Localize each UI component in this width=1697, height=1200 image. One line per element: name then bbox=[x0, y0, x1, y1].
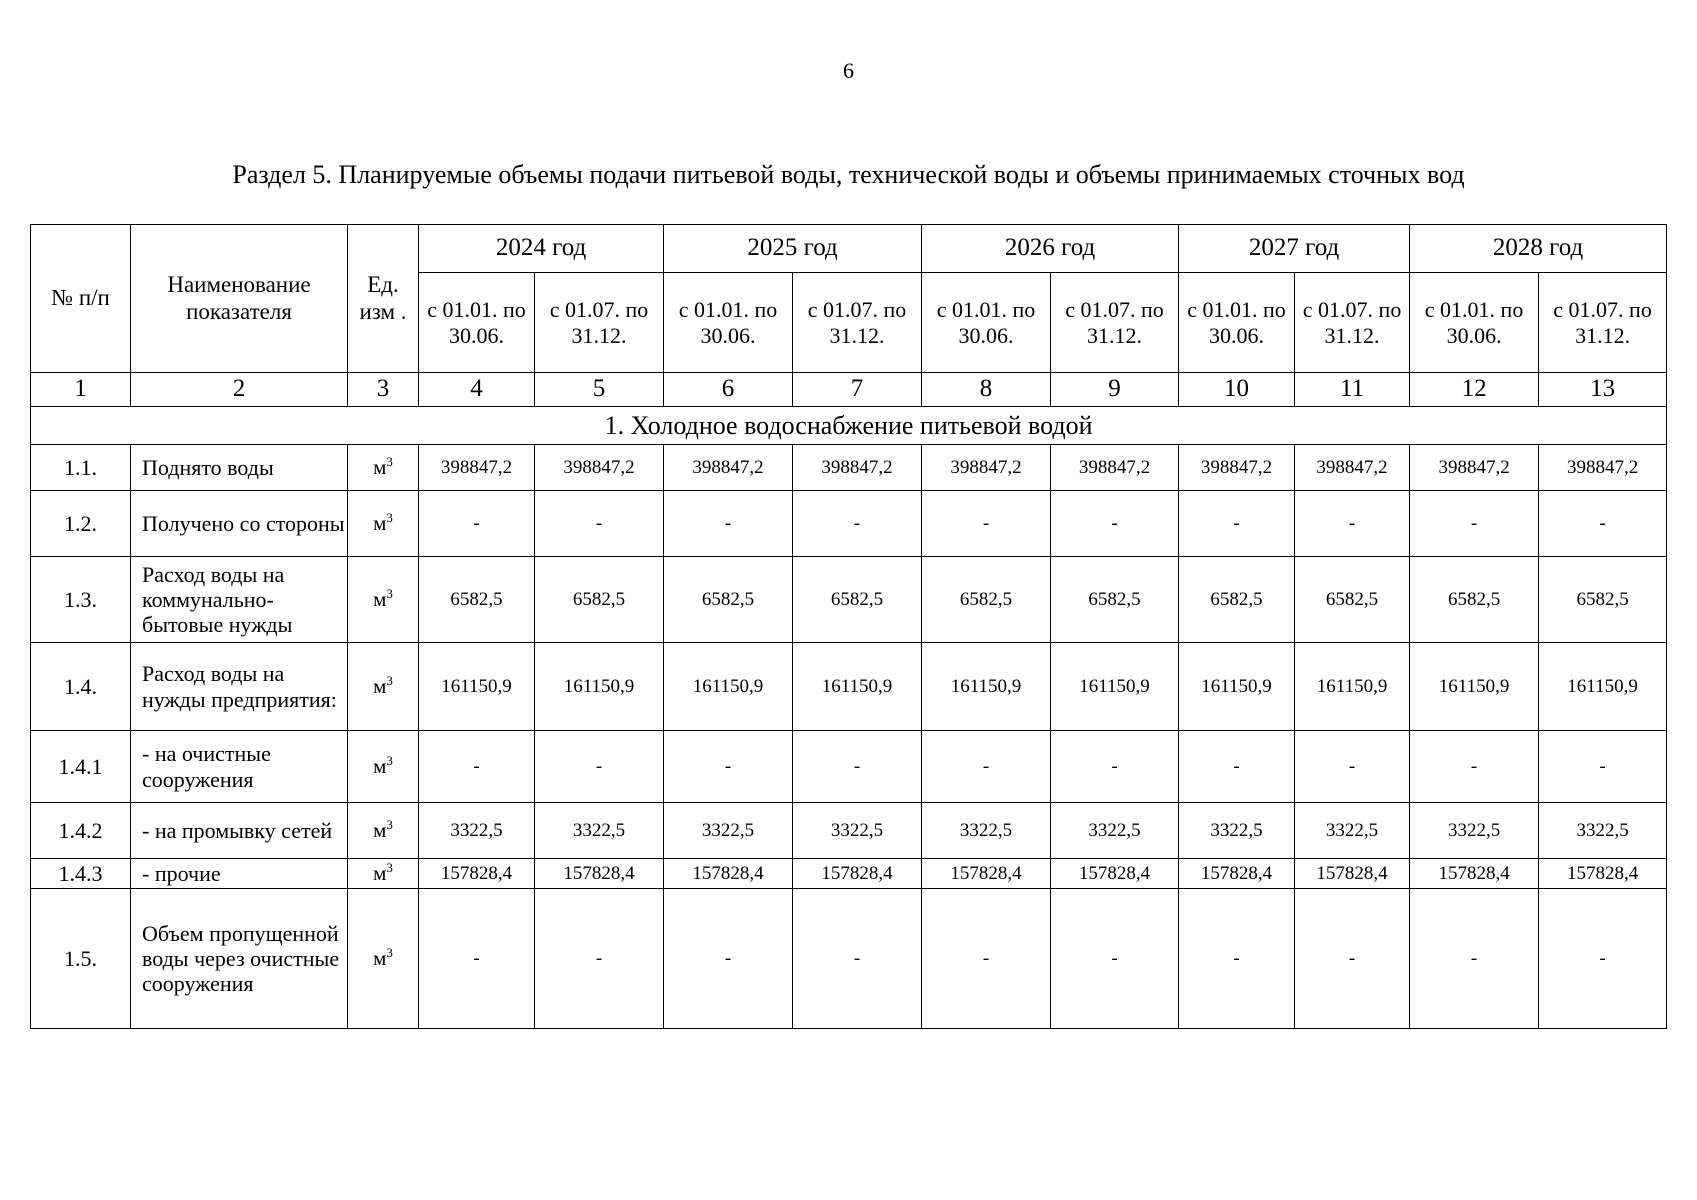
header-year: 2024 год bbox=[419, 225, 664, 273]
column-number: 7 bbox=[793, 373, 922, 407]
row-unit bbox=[348, 445, 419, 491]
row-value: 6582,5 bbox=[419, 557, 535, 643]
header-period: с 01.01. по 30.06. bbox=[419, 273, 535, 373]
column-number: 11 bbox=[1295, 373, 1410, 407]
header-num: № п/п bbox=[31, 225, 131, 373]
row-value: 3322,5 bbox=[1295, 803, 1410, 859]
column-number: 12 bbox=[1410, 373, 1539, 407]
unit-base: м bbox=[373, 511, 387, 536]
row-value: - bbox=[1179, 889, 1295, 1029]
column-number: 1 bbox=[31, 373, 131, 407]
row-value: 398847,2 bbox=[1410, 445, 1539, 491]
row-value: 398847,2 bbox=[1051, 445, 1179, 491]
row-unit bbox=[348, 491, 419, 557]
row-value: 161150,9 bbox=[1179, 643, 1295, 731]
row-value: 6582,5 bbox=[664, 557, 793, 643]
unit-base: м bbox=[373, 861, 387, 886]
row-value: 161150,9 bbox=[1539, 643, 1667, 731]
row-value: 398847,2 bbox=[535, 445, 664, 491]
section-title: Раздел 5. Планируемые объемы подачи питьевой воды, технической воды и объемы принимаемых сточных вод bbox=[232, 160, 1465, 189]
column-number: 4 bbox=[419, 373, 535, 407]
row-value: - bbox=[1539, 889, 1667, 1029]
header-period: с 01.07. по 31.12. bbox=[1539, 273, 1667, 373]
unit-base: м bbox=[373, 587, 387, 612]
unit-exponent: 3 bbox=[386, 860, 393, 876]
row-value: 161150,9 bbox=[793, 643, 922, 731]
row-name: - на промывку сетей bbox=[131, 803, 348, 859]
row-value: - bbox=[1539, 491, 1667, 557]
row-value: 3322,5 bbox=[664, 803, 793, 859]
row-value: 161150,9 bbox=[1051, 643, 1179, 731]
row-name: Расход воды на нужды предприятия: bbox=[131, 643, 348, 731]
row-value: 161150,9 bbox=[664, 643, 793, 731]
header-year: 2027 год bbox=[1179, 225, 1410, 273]
row-value: - bbox=[419, 889, 535, 1029]
header-year: 2025 год bbox=[664, 225, 922, 273]
column-number: 3 bbox=[348, 373, 419, 407]
header-period: с 01.07. по 31.12. bbox=[793, 273, 922, 373]
row-value: - bbox=[535, 731, 664, 803]
row-code: 1.4.1 bbox=[31, 731, 131, 803]
row-value: 157828,4 bbox=[1179, 859, 1295, 889]
column-number: 5 bbox=[535, 373, 664, 407]
header-period: с 01.07. по 31.12. bbox=[535, 273, 664, 373]
column-number: 6 bbox=[664, 373, 793, 407]
header-row-years bbox=[31, 225, 1667, 273]
row-value: - bbox=[1539, 731, 1667, 803]
row-value: 157828,4 bbox=[922, 859, 1051, 889]
row-value: 157828,4 bbox=[535, 859, 664, 889]
row-unit bbox=[348, 803, 419, 859]
row-value: - bbox=[535, 889, 664, 1029]
unit-base: м bbox=[373, 455, 387, 480]
unit-exponent: 3 bbox=[386, 510, 393, 526]
unit-base: м bbox=[373, 674, 387, 699]
row-value: - bbox=[793, 731, 922, 803]
row-value: 6582,5 bbox=[1051, 557, 1179, 643]
row-value: - bbox=[1295, 491, 1410, 557]
row-code: 1.4.2 bbox=[31, 803, 131, 859]
row-value: 157828,4 bbox=[664, 859, 793, 889]
row-value: 6582,5 bbox=[535, 557, 664, 643]
header-period: с 01.07. по 31.12. bbox=[1051, 273, 1179, 373]
column-number: 8 bbox=[922, 373, 1051, 407]
table-row bbox=[31, 445, 1667, 491]
row-code: 1.4.3 bbox=[31, 859, 131, 889]
row-value: 3322,5 bbox=[1179, 803, 1295, 859]
row-value: - bbox=[1410, 889, 1539, 1029]
row-value: - bbox=[664, 889, 793, 1029]
header-period: с 01.01. по 30.06. bbox=[1410, 273, 1539, 373]
row-value: 398847,2 bbox=[793, 445, 922, 491]
row-value: 157828,4 bbox=[419, 859, 535, 889]
row-value: 398847,2 bbox=[1539, 445, 1667, 491]
header-year: 2028 год bbox=[1410, 225, 1667, 273]
row-value: 6582,5 bbox=[793, 557, 922, 643]
row-unit bbox=[348, 643, 419, 731]
unit-exponent: 3 bbox=[386, 945, 393, 961]
row-value: - bbox=[1410, 491, 1539, 557]
unit-exponent: 3 bbox=[386, 753, 393, 769]
row-unit bbox=[348, 889, 419, 1029]
row-value: - bbox=[419, 731, 535, 803]
row-name: Получено со стороны bbox=[131, 491, 348, 557]
header-name: Наименование показателя bbox=[131, 225, 348, 373]
unit-exponent: 3 bbox=[386, 673, 393, 689]
row-value: 157828,4 bbox=[1051, 859, 1179, 889]
row-code: 1.4. bbox=[31, 643, 131, 731]
row-value: 6582,5 bbox=[1295, 557, 1410, 643]
row-value: 398847,2 bbox=[419, 445, 535, 491]
row-value: 161150,9 bbox=[1295, 643, 1410, 731]
unit-base: м bbox=[373, 946, 387, 971]
row-value: 6582,5 bbox=[1179, 557, 1295, 643]
row-value: - bbox=[922, 731, 1051, 803]
column-number: 2 bbox=[131, 373, 348, 407]
header-period: с 01.01. по 30.06. bbox=[922, 273, 1051, 373]
row-value: 161150,9 bbox=[419, 643, 535, 731]
row-value: 3322,5 bbox=[1539, 803, 1667, 859]
table-row bbox=[31, 803, 1667, 859]
header-period: с 01.01. по 30.06. bbox=[1179, 273, 1295, 373]
column-number: 13 bbox=[1539, 373, 1667, 407]
row-value: 6582,5 bbox=[1539, 557, 1667, 643]
row-name: Расход воды на коммунально-бытовые нужды bbox=[131, 557, 348, 643]
row-value: - bbox=[793, 889, 922, 1029]
row-value: 3322,5 bbox=[1051, 803, 1179, 859]
row-code: 1.5. bbox=[31, 889, 131, 1029]
row-value: - bbox=[1410, 731, 1539, 803]
column-number-row bbox=[31, 373, 1667, 407]
header-year: 2026 год bbox=[922, 225, 1179, 273]
row-value: - bbox=[419, 491, 535, 557]
row-value: 6582,5 bbox=[922, 557, 1051, 643]
row-value: - bbox=[535, 491, 664, 557]
row-code: 1.1. bbox=[31, 445, 131, 491]
row-value: - bbox=[793, 491, 922, 557]
unit-base: м bbox=[373, 754, 387, 779]
row-name: - прочие bbox=[131, 859, 348, 889]
column-number: 9 bbox=[1051, 373, 1179, 407]
header-period: с 01.07. по 31.12. bbox=[1295, 273, 1410, 373]
header-unit: Ед. изм . bbox=[348, 225, 419, 373]
row-value: 3322,5 bbox=[535, 803, 664, 859]
table-row bbox=[31, 643, 1667, 731]
row-value: 398847,2 bbox=[1295, 445, 1410, 491]
row-code: 1.2. bbox=[31, 491, 131, 557]
row-name: Объем пропущенной воды через очистные сооружения bbox=[131, 889, 348, 1029]
row-value: - bbox=[1179, 731, 1295, 803]
row-value: 161150,9 bbox=[922, 643, 1051, 731]
section-heading: 1. Холодное водоснабжение питьевой водой bbox=[31, 407, 1667, 445]
row-value: 3322,5 bbox=[419, 803, 535, 859]
unit-exponent: 3 bbox=[386, 454, 393, 470]
row-value: 157828,4 bbox=[1539, 859, 1667, 889]
row-value: 398847,2 bbox=[1179, 445, 1295, 491]
table-row bbox=[31, 557, 1667, 643]
row-value: 3322,5 bbox=[793, 803, 922, 859]
row-code: 1.3. bbox=[31, 557, 131, 643]
row-value: - bbox=[1051, 491, 1179, 557]
row-value: 161150,9 bbox=[1410, 643, 1539, 731]
row-value: 3322,5 bbox=[922, 803, 1051, 859]
unit-exponent: 3 bbox=[386, 586, 393, 602]
row-value: - bbox=[1179, 491, 1295, 557]
row-name: - на очистные сооружения bbox=[131, 731, 348, 803]
row-value: 161150,9 bbox=[535, 643, 664, 731]
row-value: - bbox=[922, 491, 1051, 557]
row-name: Поднято воды bbox=[131, 445, 348, 491]
row-value: - bbox=[1051, 731, 1179, 803]
row-value: 157828,4 bbox=[793, 859, 922, 889]
row-unit bbox=[348, 859, 419, 889]
row-unit bbox=[348, 731, 419, 803]
row-value: - bbox=[1051, 889, 1179, 1029]
page-number: 6 bbox=[843, 58, 854, 83]
row-value: 6582,5 bbox=[1410, 557, 1539, 643]
row-value: - bbox=[1295, 889, 1410, 1029]
header-period: с 01.01. по 30.06. bbox=[664, 273, 793, 373]
row-value: 157828,4 bbox=[1295, 859, 1410, 889]
column-number: 10 bbox=[1179, 373, 1295, 407]
row-value: 3322,5 bbox=[1410, 803, 1539, 859]
row-value: - bbox=[664, 491, 793, 557]
row-unit bbox=[348, 557, 419, 643]
table-row bbox=[31, 889, 1667, 1029]
row-value: - bbox=[1295, 731, 1410, 803]
section-row bbox=[31, 407, 1667, 445]
unit-exponent: 3 bbox=[386, 817, 393, 833]
row-value: 398847,2 bbox=[664, 445, 793, 491]
table-row bbox=[31, 859, 1667, 889]
row-value: - bbox=[922, 889, 1051, 1029]
supply-volumes-table bbox=[30, 224, 1667, 1029]
row-value: 398847,2 bbox=[922, 445, 1051, 491]
row-value: - bbox=[664, 731, 793, 803]
row-value: 157828,4 bbox=[1410, 859, 1539, 889]
unit-base: м bbox=[373, 818, 387, 843]
table-row bbox=[31, 491, 1667, 557]
table-row bbox=[31, 731, 1667, 803]
